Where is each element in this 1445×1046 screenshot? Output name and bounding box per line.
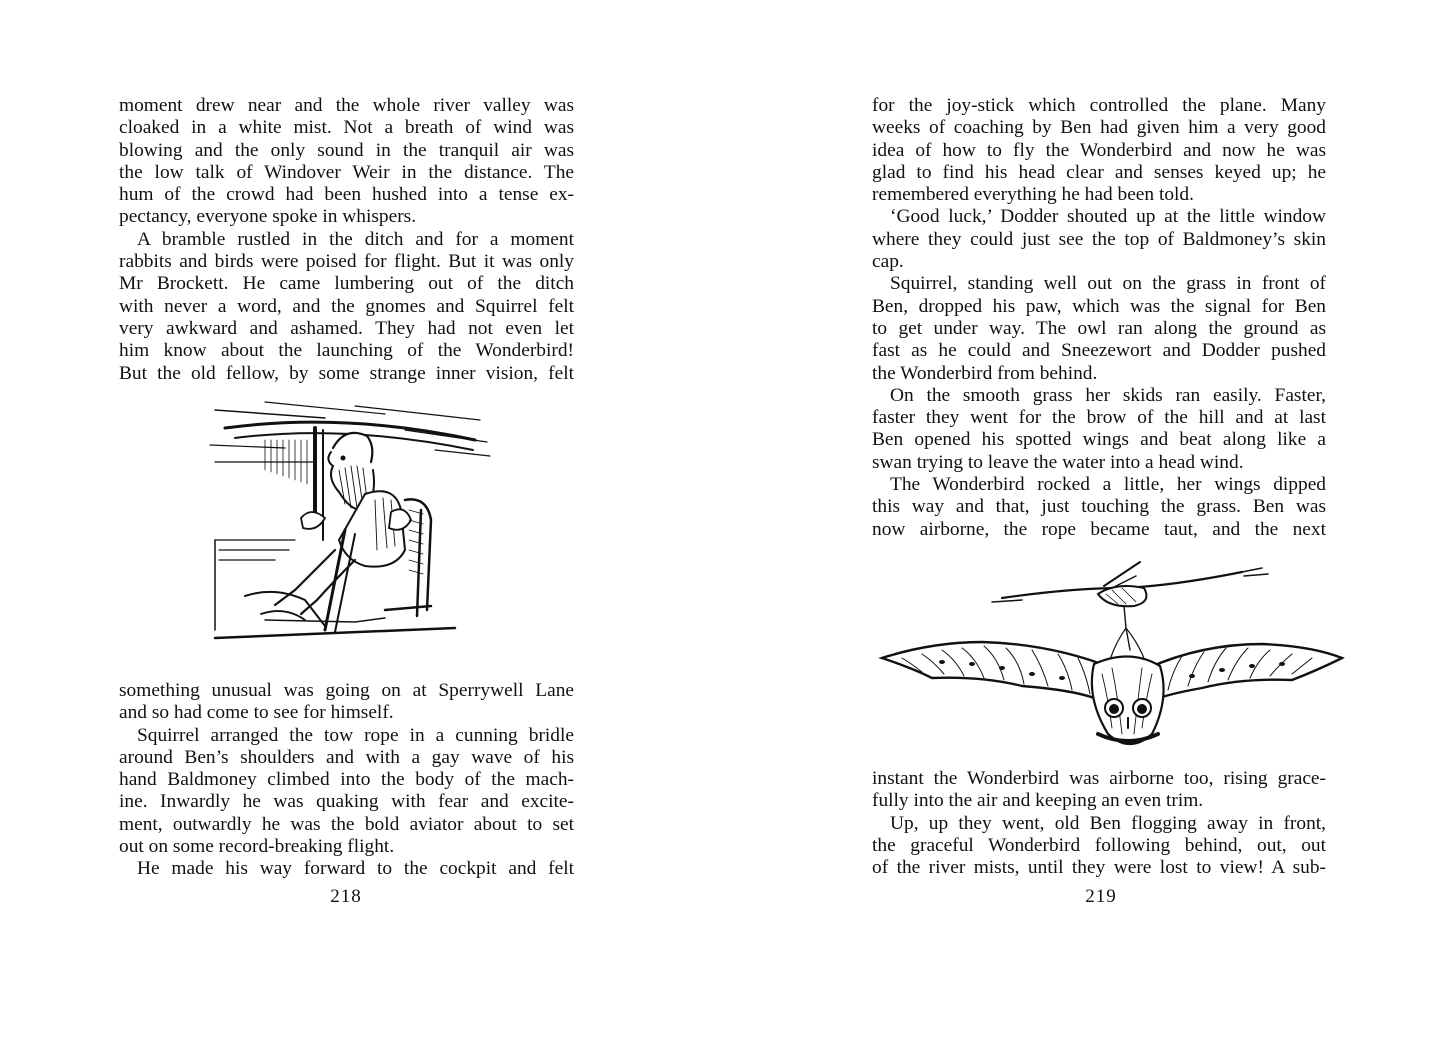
text-line: pectancy, everyone spoke in whispers. [119,206,417,228]
text-line: something unusual was going on at Sperrywell Lane [119,680,574,701]
text-line: ‘Good luck,’ Dodder shouted up at the little window [890,206,1326,228]
text-line: to get under way. The owl ran along the ground as [872,317,1326,339]
text-line: with never a word, and the gnomes and Squirrel felt [119,295,574,317]
text-line: On the smooth grass her skids ran easily. Faster, [890,384,1326,406]
page-number: 218 [330,886,362,907]
left-page-top-text [119,95,574,385]
text-line: instant the Wonderbird was airborne too, rising grace- [872,768,1326,789]
text-line: fully into the air and keeping an even trim. [872,790,1204,812]
text-line: blowing and the only sound in the tranquil air was [119,139,574,161]
text-line: for the joy-stick which controlled the plane. Many [872,95,1326,116]
text-line: remembered everything he had been told. [872,184,1194,206]
text-line: A bramble rustled in the ditch and for a moment [137,228,574,250]
text-line: this way and that, just touching the grass. Ben was [872,496,1326,518]
text-line: Up, up they went, old Ben flogging away in front, [890,812,1326,834]
text-line: the Wonderbird from behind. [872,362,1098,384]
text-line: around Ben’s shoulders and with a gay wave of his [119,746,574,768]
owl-towing-wonderbird-illustration [872,558,1352,758]
page-number: 219 [1085,886,1117,907]
text-line: Squirrel, standing well out on the grass in front of [890,273,1326,295]
text-line: fast as he could and Sneezewort and Dodder pushed [872,340,1326,362]
text-line: cap. [872,251,904,273]
text-line: glad to find his head clear and senses keyed up; he [872,161,1326,183]
text-line: the low talk of Windover Weir in the distance. The [119,161,574,183]
text-line: faster they went for the brow of the hill and at last [872,407,1326,429]
text-line: ine. Inwardly he was quaking with fear and excite- [119,791,574,813]
text-line: hum of the crowd had been hushed into a tense ex- [119,184,574,206]
text-line: Ben opened his spotted wings and beat along like a [872,429,1326,451]
text-line: The Wonderbird rocked a little, her wings dipped [890,474,1326,496]
text-line: He made his way forward to the cockpit and felt [137,858,574,880]
text-line: idea of how to fly the Wonderbird and now he was [872,139,1326,161]
text-line: moment drew near and the whole river valley was [119,95,574,116]
text-line: out on some record-breaking flight. [119,836,395,858]
text-line: and so had come to see for himself. [119,702,394,724]
text-line: But the old fellow, by some strange inner vision, felt [119,362,574,384]
text-line: swan trying to leave the water into a head wind. [872,451,1244,473]
cockpit-gnome-illustration [205,400,495,655]
right-page-top-text [872,95,1326,541]
left-page [0,0,722,1046]
text-line: weeks of coaching by Ben had given him a very good [872,117,1326,139]
text-line: rabbits and birds were poised for flight. But it was only [119,251,574,273]
text-line: ment, outwardly he was the bold aviator about to set [119,813,574,835]
right-page-bottom-text [872,768,1326,879]
text-line: him know about the launching of the Wonderbird! [119,340,574,362]
text-line: hand Baldmoney climbed into the body of the mach- [119,769,574,791]
text-line: where they could just see the top of Baldmoney’s skin [872,228,1326,250]
text-line: Squirrel arranged the tow rope in a cunning bridle [137,724,574,746]
text-line: of the river mists, until they were lost to view! A sub- [872,857,1326,879]
right-page [722,0,1445,1046]
left-page-bottom-text [119,680,574,881]
text-line: Ben, dropped his paw, which was the signal for Ben [872,295,1326,317]
text-line: Mr Brockett. He came lumbering out of the ditch [119,273,574,295]
text-line: very awkward and ashamed. They had not even let [119,317,574,339]
text-line: now airborne, the rope became taut, and the next [872,518,1326,540]
text-line: the graceful Wonderbird following behind, out, out [872,834,1326,856]
text-line: cloaked in a white mist. Not a breath of wind was [119,117,574,139]
